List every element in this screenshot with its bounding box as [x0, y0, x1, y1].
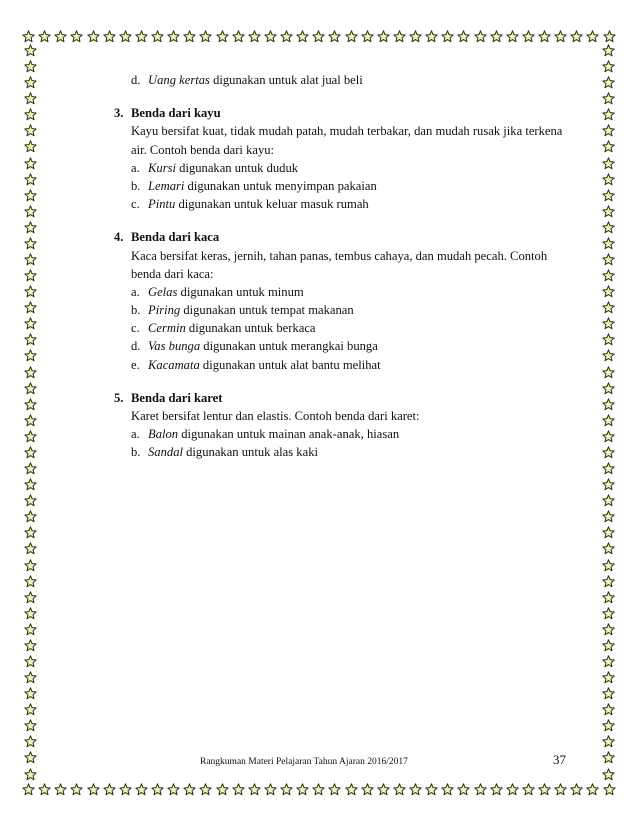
star-icon: [24, 719, 37, 732]
star-icon: [54, 30, 67, 43]
star-icon: [602, 526, 615, 539]
section-desc: benda dari kaca:: [131, 266, 214, 281]
star-icon: [602, 92, 615, 105]
star-icon: [474, 783, 487, 796]
star-icon: [457, 783, 470, 796]
star-icon: [24, 735, 37, 748]
star-icon: [409, 783, 422, 796]
star-icon: [602, 253, 615, 266]
item-term: Balon: [148, 427, 179, 442]
star-icon: [602, 237, 615, 250]
star-icon: [296, 30, 309, 43]
item-letter: e.: [131, 357, 140, 372]
star-icon: [393, 783, 406, 796]
star-icon: [24, 703, 37, 716]
list-item: [114, 443, 566, 461]
star-icon: [24, 253, 37, 266]
star-icon: [24, 317, 37, 330]
star-icon: [602, 205, 615, 218]
star-icon: [24, 510, 37, 523]
star-icon: [24, 559, 37, 572]
star-icon: [24, 655, 37, 668]
section-number: 3.: [114, 106, 124, 121]
star-icon: [183, 30, 196, 43]
section-kayu: [114, 104, 566, 213]
star-icon: [602, 317, 615, 330]
star-icon: [602, 382, 615, 395]
star-icon: [602, 430, 615, 443]
star-icon: [199, 783, 212, 796]
list-item: [114, 301, 566, 319]
star-icon: [87, 30, 100, 43]
section-desc: Karet bersifat lentur dan elastis. Contoh benda dari karet:: [131, 409, 420, 423]
star-icon: [24, 140, 37, 153]
star-icon: [602, 639, 615, 652]
star-icon: [602, 462, 615, 475]
star-icon: [38, 30, 51, 43]
star-icon: [570, 783, 583, 796]
star-icon: [24, 189, 37, 202]
star-icon: [602, 735, 615, 748]
star-icon: [248, 30, 261, 43]
list-item: [114, 177, 566, 195]
star-icon: [602, 751, 615, 764]
section-karet: [114, 389, 566, 462]
star-icon: [441, 30, 454, 43]
section-kaca: [114, 228, 566, 374]
star-icon: [54, 783, 67, 796]
star-icon: [312, 783, 325, 796]
star-icon: [167, 783, 180, 796]
section-title: Benda dari kaca: [131, 230, 220, 245]
star-icon: [24, 414, 37, 427]
star-icon: [602, 60, 615, 73]
item-text: digunakan untuk keluar masuk rumah: [175, 197, 369, 212]
star-icon: [199, 30, 212, 43]
star-icon: [602, 44, 615, 57]
star-icon: [24, 398, 37, 411]
list-item: [114, 337, 566, 355]
item-letter: c.: [131, 197, 140, 212]
star-icon: [24, 768, 37, 781]
star-icon: [24, 687, 37, 700]
star-icon: [602, 575, 615, 588]
star-icon: [103, 30, 116, 43]
star-icon: [602, 719, 615, 732]
star-icon: [602, 398, 615, 411]
star-icon: [24, 44, 37, 57]
star-icon: [24, 76, 37, 89]
star-icon: [70, 783, 83, 796]
star-icon: [457, 30, 470, 43]
star-icon: [602, 703, 615, 716]
star-icon: [602, 173, 615, 186]
star-icon: [538, 30, 551, 43]
star-icon: [24, 366, 37, 379]
star-icon: [602, 124, 615, 137]
star-icon: [135, 783, 148, 796]
star-icon: [602, 157, 615, 170]
item-term: Cermin: [148, 321, 186, 336]
item-text: digunakan untuk berkaca: [185, 321, 316, 336]
star-icon: [24, 382, 37, 395]
star-icon: [24, 542, 37, 555]
item-text: digunakan untuk tempat makanan: [180, 303, 354, 318]
page-number: 37: [553, 752, 566, 767]
item-term: Gelas: [148, 284, 178, 299]
star-icon: [425, 30, 438, 43]
star-icon: [602, 655, 615, 668]
star-icon: [377, 30, 390, 43]
item-letter: a.: [131, 284, 140, 299]
item-letter: b.: [131, 445, 141, 460]
item-letter: c.: [131, 321, 140, 336]
star-icon: [24, 575, 37, 588]
item-term: Kacamata: [148, 357, 200, 372]
star-icon: [602, 510, 615, 523]
star-icon: [24, 446, 37, 459]
star-icon: [602, 108, 615, 121]
item-letter: d.: [131, 339, 141, 354]
item-term: Sandal: [148, 445, 183, 460]
star-icon: [24, 157, 37, 170]
star-icon: [377, 783, 390, 796]
star-border-bottom: [22, 781, 616, 797]
star-icon: [602, 285, 615, 298]
star-icon: [603, 783, 616, 796]
star-icon: [522, 30, 535, 43]
star-icon: [602, 607, 615, 620]
item-letter: a.: [131, 427, 140, 442]
star-icon: [554, 30, 567, 43]
list-item: [114, 71, 566, 89]
star-icon: [70, 30, 83, 43]
list-item: [114, 159, 566, 177]
section-title: Benda dari karet: [131, 390, 223, 405]
star-icon: [24, 671, 37, 684]
star-icon: [602, 494, 615, 507]
star-icon: [328, 783, 341, 796]
list-item: [114, 195, 566, 213]
star-icon: [183, 783, 196, 796]
star-icon: [602, 687, 615, 700]
star-icon: [602, 301, 615, 314]
star-icon: [586, 30, 599, 43]
star-icon: [24, 124, 37, 137]
star-icon: [602, 671, 615, 684]
star-icon: [425, 783, 438, 796]
star-icon: [602, 349, 615, 362]
item-text: digunakan untuk merangkai bunga: [200, 339, 378, 354]
star-icon: [361, 783, 374, 796]
star-icon: [103, 783, 116, 796]
star-icon: [24, 639, 37, 652]
star-icon: [602, 366, 615, 379]
star-icon: [280, 30, 293, 43]
star-icon: [119, 30, 132, 43]
section-number: 4.: [114, 230, 124, 245]
star-icon: [602, 269, 615, 282]
star-icon: [602, 189, 615, 202]
star-icon: [24, 221, 37, 234]
star-icon: [490, 783, 503, 796]
star-icon: [393, 30, 406, 43]
star-icon: [602, 623, 615, 636]
star-icon: [602, 446, 615, 459]
star-icon: [248, 783, 261, 796]
star-icon: [135, 30, 148, 43]
star-icon: [312, 30, 325, 43]
star-icon: [216, 30, 229, 43]
star-icon: [280, 783, 293, 796]
star-icon: [24, 494, 37, 507]
star-icon: [602, 559, 615, 572]
star-icon: [232, 783, 245, 796]
item-term: Pintu: [148, 197, 176, 212]
list-item: [114, 356, 566, 374]
item-text: digunakan untuk duduk: [176, 160, 299, 175]
star-icon: [24, 462, 37, 475]
item-letter: b.: [131, 178, 141, 193]
star-border-top: [22, 28, 616, 44]
item-letter: a.: [131, 160, 140, 175]
star-icon: [345, 30, 358, 43]
star-icon: [602, 414, 615, 427]
star-icon: [554, 783, 567, 796]
star-icon: [151, 30, 164, 43]
star-icon: [24, 269, 37, 282]
star-border-left: [22, 44, 38, 781]
section-heading: [114, 228, 566, 246]
section-title: Benda dari kayu: [131, 106, 221, 121]
item-text: digunakan untuk alat jual beli: [209, 73, 363, 87]
star-icon: [506, 783, 519, 796]
star-icon: [24, 349, 37, 362]
star-icon: [24, 301, 37, 314]
star-icon: [24, 478, 37, 491]
star-icon: [538, 783, 551, 796]
item-letter: d.: [131, 73, 141, 87]
star-icon: [24, 430, 37, 443]
list-item: [114, 425, 566, 443]
star-icon: [24, 108, 37, 121]
section-heading: [114, 389, 566, 407]
star-icon: [24, 333, 37, 346]
star-icon: [602, 221, 615, 234]
star-icon: [586, 783, 599, 796]
star-icon: [24, 751, 37, 764]
star-icon: [570, 30, 583, 43]
page-content: [114, 71, 566, 462]
star-icon: [24, 623, 37, 636]
section-desc: Kayu bersifat kuat, tidak mudah patah, mudah terbakar, dan mudah rusak jika terkena: [131, 124, 563, 139]
item-text: digunakan untuk alat bantu melihat: [199, 357, 381, 372]
star-icon: [24, 92, 37, 105]
item-term: Vas bunga: [148, 339, 201, 354]
star-icon: [506, 30, 519, 43]
list-item: [114, 283, 566, 301]
star-icon: [24, 60, 37, 73]
star-icon: [24, 607, 37, 620]
star-icon: [602, 76, 615, 89]
item-text: digunakan untuk mainan anak-anak, hiasan: [178, 427, 400, 442]
star-icon: [24, 285, 37, 298]
item-text: digunakan untuk minum: [177, 284, 304, 299]
star-icon: [345, 783, 358, 796]
section-number: 5.: [114, 390, 124, 405]
star-icon: [24, 591, 37, 604]
star-icon: [24, 526, 37, 539]
star-icon: [24, 205, 37, 218]
star-icon: [296, 783, 309, 796]
star-icon: [490, 30, 503, 43]
star-icon: [22, 30, 35, 43]
star-icon: [24, 237, 37, 250]
star-icon: [264, 30, 277, 43]
star-icon: [24, 173, 37, 186]
star-icon: [602, 768, 615, 781]
star-icon: [602, 140, 615, 153]
star-icon: [603, 30, 616, 43]
section-desc: air. Contoh benda dari kayu:: [131, 142, 275, 157]
item-term: Lemari: [148, 178, 185, 193]
star-icon: [602, 333, 615, 346]
star-icon: [328, 30, 341, 43]
star-icon: [409, 30, 422, 43]
star-icon: [151, 783, 164, 796]
star-icon: [474, 30, 487, 43]
item-term: Kursi: [148, 160, 176, 175]
star-icon: [22, 783, 35, 796]
star-border-right: [600, 44, 616, 781]
star-icon: [216, 783, 229, 796]
star-icon: [602, 478, 615, 491]
item-letter: b.: [131, 303, 141, 318]
star-icon: [38, 783, 51, 796]
star-icon: [167, 30, 180, 43]
section-desc: Kaca bersifat keras, jernih, tahan panas, tembus cahaya, dan mudah pecah. Contoh: [131, 248, 548, 263]
item-term: Uang kertas: [148, 73, 210, 87]
item-term: Piring: [148, 303, 181, 318]
star-icon: [361, 30, 374, 43]
page-footer: Rangkuman Materi Pelajaran Tahun Ajaran 2016/2017: [200, 757, 408, 767]
star-icon: [119, 783, 132, 796]
star-icon: [522, 783, 535, 796]
item-text: digunakan untuk alas kaki: [182, 445, 318, 460]
list-item: [114, 319, 566, 337]
section-heading: [114, 104, 566, 122]
star-icon: [264, 783, 277, 796]
star-icon: [232, 30, 245, 43]
star-icon: [602, 542, 615, 555]
star-icon: [87, 783, 100, 796]
star-icon: [441, 783, 454, 796]
star-icon: [602, 591, 615, 604]
item-text: digunakan untuk menyimpan pakaian: [184, 178, 377, 193]
